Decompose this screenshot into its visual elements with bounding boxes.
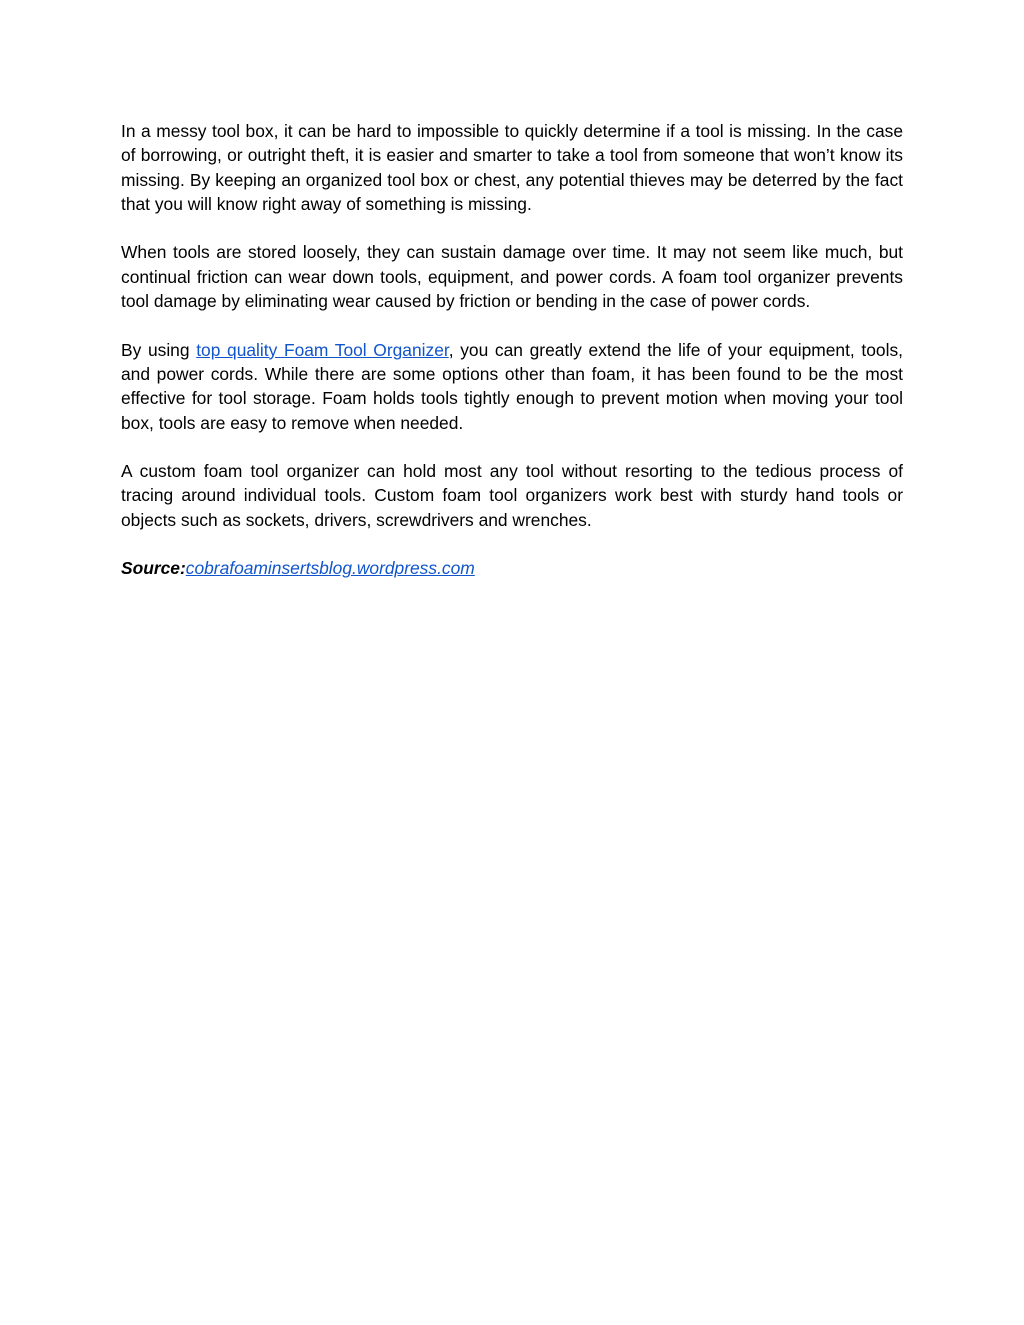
paragraph-tool-damage: When tools are stored loosely, they can sustain damage over time. It may not seem like much, but continual friction can wear down tools, equipment, and power cords. A foam tool organizer prevents tool damage by eliminating wear caused by friction or bending in the case of power cords. xyxy=(121,242,903,312)
paragraph-missing-tools: In a messy tool box, it can be hard to impossible to quickly determine if a tool is missing. In the case of borrowing, or outright theft, it is easier and smarter to take a tool from someone that won’t know its missing. By keeping an organized tool box or chest, any potential thieves may be deterred by the fact that you will know right away of something is missing. xyxy=(121,121,903,214)
source-link[interactable]: cobrafoaminsertsblog.wordpress.com xyxy=(185,558,475,579)
source-line xyxy=(121,556,903,580)
paragraph-custom-foam: A custom foam tool organizer can hold most any tool without resorting to the tedious process of tracing around individual tools. Custom foam tool organizers work best with sturdy hand tools or objects such as sockets, drivers, screwdrivers and wrenches. xyxy=(121,461,903,530)
paragraph-foam-organizer-intro: By using xyxy=(121,339,197,360)
foam-tool-organizer-link[interactable]: top quality Foam Tool Organizer xyxy=(196,339,449,360)
source-label: Source: xyxy=(121,558,186,579)
document-body xyxy=(121,119,903,605)
paragraph-foam-organizer-rest: , you can greatly extend the life of your equipment, tools, and power cords. While there are some options other than foam, it has been found to be the most effective for tool storage. Foam holds tools tightly enough to prevent motion when moving your tool box, tools are easy to remove when needed. xyxy=(121,339,903,433)
paragraph-foam-organizer xyxy=(121,338,903,435)
